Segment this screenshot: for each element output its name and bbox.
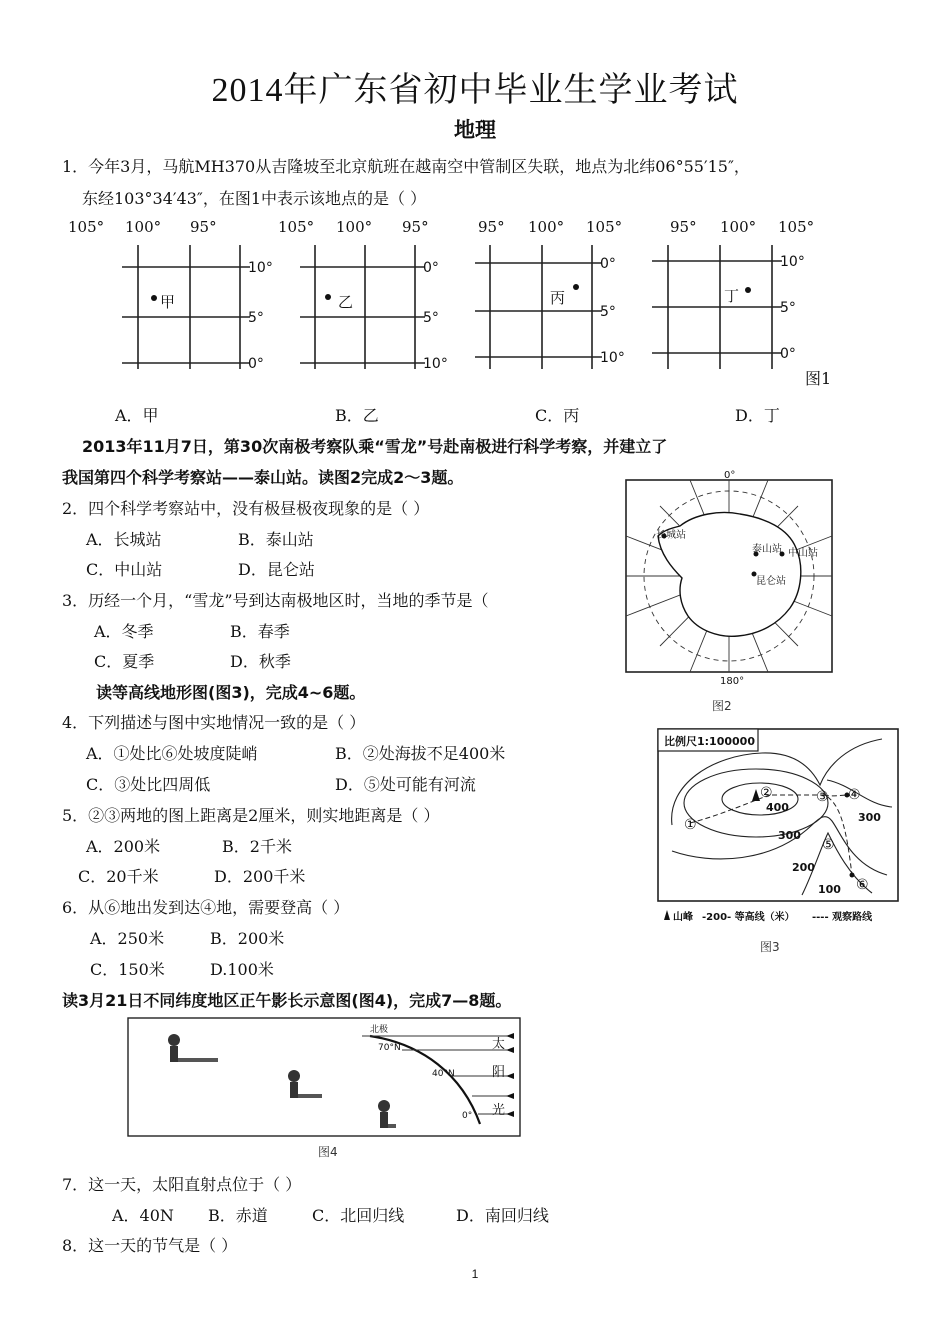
q6-option-c: C．150米 xyxy=(90,960,165,979)
figure-2-caption: 图2 xyxy=(712,699,732,713)
lon-label: 95° xyxy=(402,218,429,236)
lat-label: 5° xyxy=(600,304,616,320)
sunlight-char: 阳 xyxy=(492,1065,506,1080)
station-label: 中山站 xyxy=(788,548,818,559)
station-label: 长城站 xyxy=(656,530,686,541)
contour-label: 300 xyxy=(778,829,801,842)
legend-route: ---- 观察路线 xyxy=(812,912,873,923)
lat-label: 10° xyxy=(780,254,805,270)
q1-option-b: B．乙 xyxy=(335,406,379,425)
q6-option-d: D.100米 xyxy=(210,960,274,979)
q2-option-a: A．长城站 xyxy=(86,530,162,549)
legend-peak-icon xyxy=(664,910,670,920)
north-pole-label: 北极 xyxy=(370,1025,389,1035)
point-label: 乙 xyxy=(338,293,354,311)
lat-label: 0° xyxy=(423,260,439,276)
q2-option-c: C．中山站 xyxy=(86,560,163,579)
q1-option-d: D．丁 xyxy=(735,406,780,425)
lon-label: 95° xyxy=(190,218,217,236)
subject-title: 地理 xyxy=(454,118,496,142)
sunlight-char: 光 xyxy=(492,1103,506,1118)
q5-stem: 5．②③两地的图上距离是2厘米，则实地距离是（ ） xyxy=(62,806,440,825)
contour-label: 400 xyxy=(766,801,789,814)
point-jia xyxy=(151,295,157,301)
lon-label: 95° xyxy=(670,218,697,236)
q4-option-d: D．⑤处可能有河流 xyxy=(335,775,476,794)
point-label: ⑤ xyxy=(822,837,835,853)
point-bing xyxy=(573,284,579,290)
point-label: ④ xyxy=(848,787,861,803)
point-label: ① xyxy=(684,817,697,833)
sunlight-char: 太 xyxy=(492,1037,506,1052)
map-0-degree-label: 0° xyxy=(724,470,736,481)
figure-3-contour-map xyxy=(652,725,902,960)
point-label: 甲 xyxy=(160,293,176,311)
station-label: 泰山站 xyxy=(752,544,782,555)
lat-label: 70°N xyxy=(378,1043,401,1053)
q3-stem: 3．历经一个月，“雪龙”号到达南极地区时，当地的季节是（ xyxy=(62,591,489,610)
intro-q7-8: 读3月21日不同纬度地区正午影长示意图(图4)，完成7—8题。 xyxy=(62,991,512,1010)
q2-option-d: D．昆仑站 xyxy=(238,560,315,579)
point-label: 丁 xyxy=(724,287,740,305)
lat-label: 10° xyxy=(600,350,625,366)
lon-label: 105° xyxy=(586,218,623,236)
q2-option-b: B．泰山站 xyxy=(238,530,314,549)
intro-q2-3-line1: 2013年11月7日，第30次南极考察队乘“雪龙”号赴南极进行科学考察，并建立了 xyxy=(82,437,668,456)
intro-q2-3-line2: 我国第四个科学考察站——泰山站。读图2完成2～3题。 xyxy=(62,468,464,487)
legend-contour: -200- 等高线（米） xyxy=(702,912,795,923)
q5-option-b: B．2千米 xyxy=(222,837,292,856)
q7-option-b: B．赤道 xyxy=(208,1206,268,1225)
point-6-dot xyxy=(850,873,855,878)
q7-option-d: D．南回归线 xyxy=(456,1206,549,1225)
q6-stem: 6．从⑥地出发到达④地，需要登高（ ） xyxy=(62,898,350,917)
q1-stem-line2: 东经103°34′43″，在图1中表示该地点的是（ ） xyxy=(82,189,427,208)
lon-label: 105° xyxy=(778,218,815,236)
q2-stem: 2．四个科学考察站中，没有极昼极夜现象的是（ ） xyxy=(62,499,430,518)
lat-label: 0° xyxy=(600,256,616,272)
q7-option-a: A．40N xyxy=(112,1206,174,1225)
q4-option-b: B．②处海拔不足400米 xyxy=(335,744,506,763)
lat-label: 5° xyxy=(248,310,264,326)
lon-label: 100° xyxy=(528,218,565,236)
lat-label: 40°N xyxy=(432,1069,455,1079)
q6-option-b: B．200米 xyxy=(210,929,285,948)
q7-stem: 7．这一天，太阳直射点位于（ ） xyxy=(62,1175,302,1194)
figure-1-grids xyxy=(110,245,850,380)
lat-label: 0° xyxy=(248,356,264,372)
point-ding xyxy=(745,287,751,293)
q8-stem: 8．这一天的节气是（ ） xyxy=(62,1236,238,1255)
map-180-degree-label: 180° xyxy=(720,676,745,687)
q7-option-c: C．北回归线 xyxy=(312,1206,405,1225)
lon-label: 100° xyxy=(720,218,757,236)
q5-option-c: C．20千米 xyxy=(78,867,159,886)
legend-peak: 山峰 xyxy=(673,912,693,923)
q4-option-a: A．①处比⑥处坡度陡峭 xyxy=(86,744,258,763)
lat-label: 10° xyxy=(423,356,448,372)
point-label: 丙 xyxy=(550,289,566,307)
q3-option-a: A．冬季 xyxy=(94,622,154,641)
q1-stem-line1: 1．今年3月，马航MH370从吉隆坡至北京航班在越南空中管制区失联，地点为北纬06°55′15″， xyxy=(62,157,750,176)
q4-stem: 4．下列描述与图中实地情况一致的是（ ） xyxy=(62,713,366,732)
lon-label: 105° xyxy=(68,218,105,236)
lon-label: 100° xyxy=(125,218,162,236)
lat-label: 10° xyxy=(248,260,273,276)
contour-label: 200 xyxy=(792,861,815,874)
point-label: ② xyxy=(760,785,773,801)
q3-option-c: C．夏季 xyxy=(94,652,155,671)
lon-label: 95° xyxy=(478,218,505,236)
figure-4-shadow-diagram xyxy=(122,1014,527,1164)
contour-label: 300 xyxy=(858,811,881,824)
page-number: 1 xyxy=(471,1267,479,1281)
lat-label: 5° xyxy=(780,300,796,316)
exam-title: 2014年广东省初中毕业生学业考试 xyxy=(211,72,739,109)
contour-label: 100 xyxy=(818,883,841,896)
scale-label: 比例尺1:100000 xyxy=(664,735,755,748)
figure-4-caption: 图4 xyxy=(318,1145,338,1159)
station-label: 昆仑站 xyxy=(756,576,786,587)
lat-label: 5° xyxy=(423,310,439,326)
q1-option-c: C．丙 xyxy=(535,406,580,425)
q6-option-a: A．250米 xyxy=(90,929,165,948)
lon-label: 100° xyxy=(336,218,373,236)
lat-label: 0° xyxy=(462,1111,473,1121)
q5-option-a: A．200米 xyxy=(86,837,161,856)
q4-option-c: C．③处比四周低 xyxy=(86,775,211,794)
figure-1-caption: 图1 xyxy=(805,369,832,388)
point-label: ③ xyxy=(816,789,829,805)
q1-option-a: A．甲 xyxy=(115,406,159,425)
figure-2-antarctica-map xyxy=(620,466,840,718)
q3-option-b: B．春季 xyxy=(230,622,290,641)
q3-option-d: D．秋季 xyxy=(230,652,291,671)
lat-label: 0° xyxy=(780,346,796,362)
point-label: ⑥ xyxy=(856,877,869,893)
point-yi xyxy=(325,294,331,300)
figure-3-caption: 图3 xyxy=(760,940,780,954)
intro-q4-6: 读等高线地形图(图3)，完成4~6题。 xyxy=(96,683,366,702)
q5-option-d: D．200千米 xyxy=(214,867,306,886)
lon-label: 105° xyxy=(278,218,315,236)
